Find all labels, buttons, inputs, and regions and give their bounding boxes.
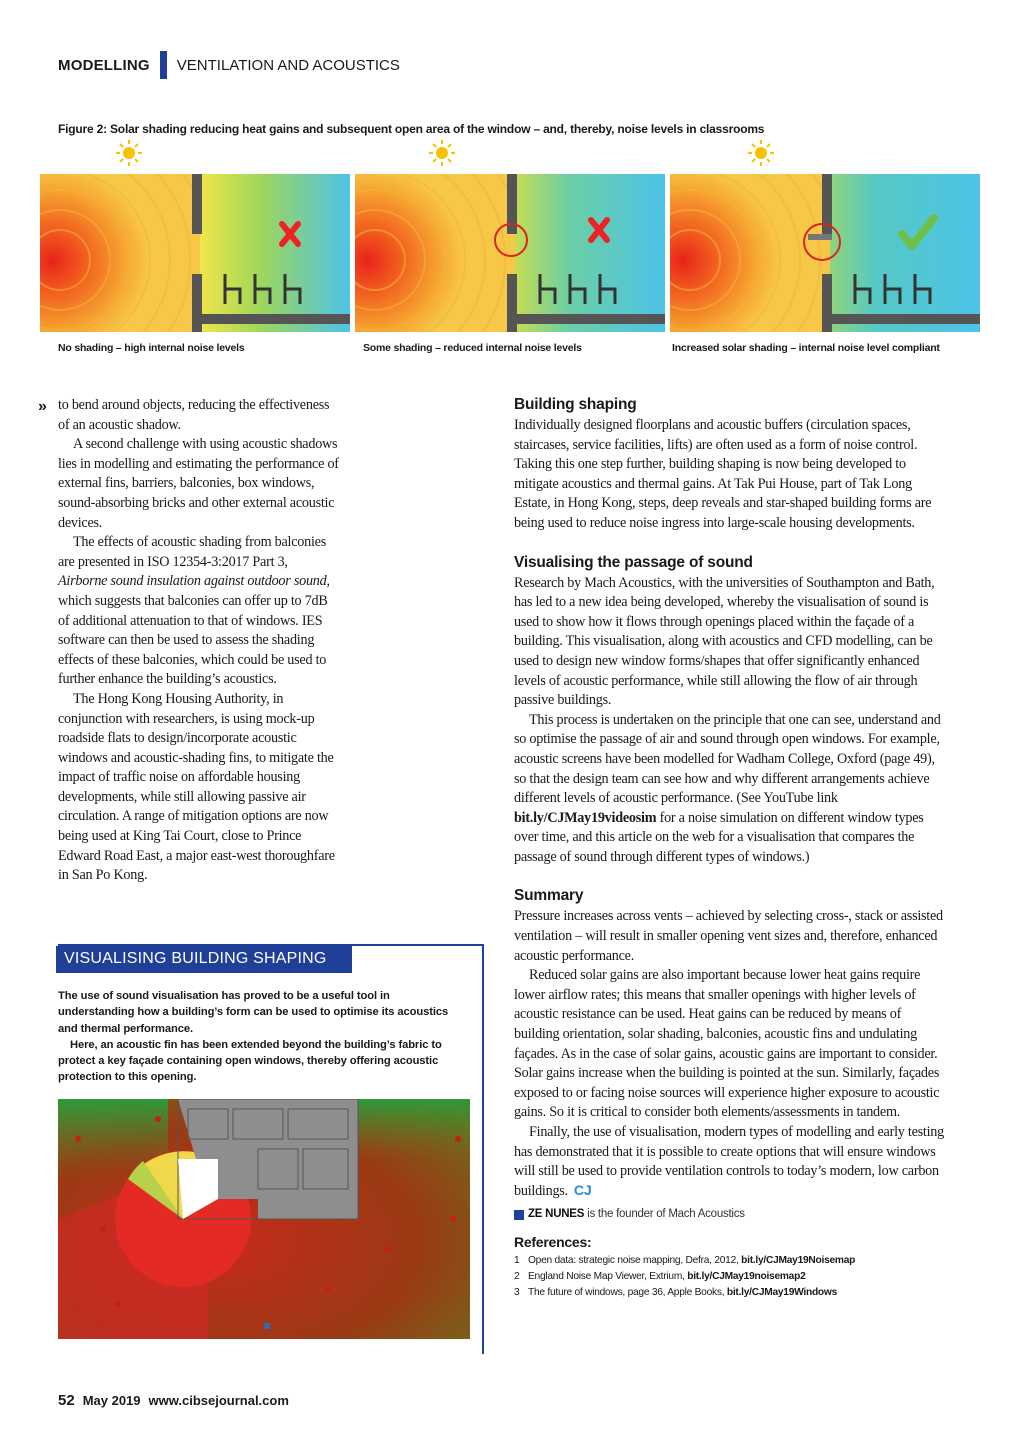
paragraph: This process is undertaken on the principle that one can see, understand and so optimise the passage of air and sound through open windows. For example, acoustic screens have been modelled for Wadham College, Oxford (page 49), so that the design team can see how and why different arrangements achieve different levels of acoustic performance. (See YouTube link bit.ly/CJMay19videosim for a noise simulation on different window types over time, and this article on the web for a visualisation that compares the passage of sound through different types of windows.) bbox=[514, 711, 941, 865]
noise-simulation bbox=[670, 174, 980, 332]
sidebar-box bbox=[58, 944, 484, 1354]
figure-panel-2 bbox=[355, 140, 665, 338]
paragraph: Individually designed floorplans and acoustic buffers (circulation spaces, staircases, service facilities, lifts) are often used as a form of noise control. Taking this one step further, building shaping is now being developed to mitigate acoustics and thermal gains. At Tak Pui House, part of Tak Long Estate, in Hong Kong, steps, deep reveals and star-shaped building forms are being used to reduce noise ingress into large-scale housing developments. bbox=[514, 417, 932, 531]
reference-item: 1 Open data: strategic noise mapping, Defra, 2012, bit.ly/CJMay19Noisemap bbox=[514, 1254, 856, 1266]
reference-link[interactable]: bit.ly/CJMay19Windows bbox=[726, 1286, 837, 1298]
right-column bbox=[514, 394, 944, 1301]
reference-link[interactable]: bit.ly/CJMay19noisemap2 bbox=[687, 1270, 806, 1282]
reference-item: 2 England Noise Map Viewer, Extrium, bit.ly/CJMay19noisemap2 bbox=[514, 1270, 806, 1282]
paragraph: The Hong Kong Housing Authority, in conjunction with researchers, is using mock-up roadside flats to design/incorporate acoustic windows and acoustic-shading fins, to mitigate the impact of traffic noise on affordable housing developments, while still allowing passive air circulation. A range of mitigation options are now being used at King Tai Court, close to Prince Edward Road East, a major east-west thoroughfare in San Po Kong. bbox=[58, 690, 335, 884]
end-mark: CJ bbox=[573, 1182, 592, 1199]
header-title: VENTILATION AND ACOUSTICS bbox=[176, 56, 400, 74]
sun-icon bbox=[748, 140, 774, 166]
author-name: ZE NUNES bbox=[528, 1208, 585, 1221]
paragraph: Reduced solar gains are also important because lower heat gains require lower airflow rates; this means that smaller openings with higher levels of acoustic resistance can be used. Heat gains can be reduced by means of building orientation, solar shading, balconies, acoustic fins and undulating façades. As in the case of solar gains, acoustic gains are important to consider. Solar gains increase when the building is pointed at the sun. Similarly, façades exposed to or facing noise sources will experience higher exposure to acoustic gains. So it is critical to consider both elements/assessments in tandem. bbox=[514, 967, 940, 1121]
byline-marker bbox=[514, 1210, 524, 1220]
continuation-marker: » bbox=[38, 398, 47, 415]
left-column bbox=[58, 396, 340, 886]
figure-panel-1-label: No shading – high internal noise levels bbox=[58, 342, 245, 354]
issue-date: May 2019 bbox=[82, 1393, 141, 1408]
header-divider bbox=[160, 51, 167, 79]
paragraph: Pressure increases across vents – achieved by selecting cross-, stack or assisted ventilation – will result in smaller opening vent sizes and, therefore, enhanced acoustic performance. bbox=[514, 908, 943, 964]
paragraph: A second challenge with using acoustic shadows lies in modelling and estimating the performance of external fins, barriers, balconies, box windows, sound-absorbing bricks and other external acoustic devices. bbox=[58, 436, 339, 531]
subheading: Summary bbox=[514, 887, 584, 905]
paragraph: The effects of acoustic shading from balconies are presented in ISO 12354-3:2017 Part 3, Airborne sound insulation against outdoor sound, which suggests that balconies can offer up to 7dB of additional attenuation to that of windows. IES software can then be used to assess the shading effects of these balconies, which could be used to further enhance the building’s acoustics. bbox=[58, 534, 330, 688]
reference-item: 3 The future of windows, page 36, Apple Books, bit.ly/CJMay19Windows bbox=[514, 1286, 837, 1298]
page-number: 52 bbox=[58, 1392, 75, 1409]
figure-panel-3 bbox=[670, 140, 980, 338]
sun-icon bbox=[116, 140, 142, 166]
sidebar-title: VISUALISING BUILDING SHAPING bbox=[56, 946, 352, 973]
figure-caption: Figure 2: Solar shading reducing heat gains and subsequent open area of the window – and, thereby, noise levels in classrooms bbox=[58, 122, 765, 136]
subheading: Visualising the passage of sound bbox=[514, 553, 753, 571]
author-byline bbox=[514, 1205, 944, 1225]
author-description: is the founder of Mach Acoustics bbox=[587, 1208, 745, 1221]
paragraph: to bend around objects, reducing the effectiveness of an acoustic shadow. bbox=[58, 397, 330, 433]
reference-link[interactable]: bit.ly/CJMay19Noisemap bbox=[741, 1254, 856, 1266]
page-footer bbox=[58, 1392, 289, 1409]
paragraph: Finally, the use of visualisation, modern types of modelling and early testing has demonstrated that it is possible to create options that will ensure windows will still be used to provide ventilation controls to today’s modern, low carbon buildings. CJ bbox=[514, 1124, 944, 1199]
figure-panel-1 bbox=[40, 140, 350, 338]
references-title: References: bbox=[514, 1233, 592, 1250]
sun-icon bbox=[429, 140, 455, 166]
subheading: Building shaping bbox=[514, 396, 637, 413]
noise-simulation bbox=[40, 174, 350, 332]
sidebar-text bbox=[58, 988, 458, 1086]
paragraph: The use of sound visualisation has proved to be a useful tool in understanding how a building’s form can be used to optimise its acoustics and thermal performance. bbox=[58, 990, 449, 1035]
figure-panel-3-label: Increased solar shading – internal noise level compliant bbox=[672, 342, 940, 354]
paragraph: Research by Mach Acoustics, with the universities of Southampton and Bath, has led to a new idea being developed, whereby the visualisation of sound is used to show how it flows through openings placed within the façade of a building. This visualisation, along with acoustics and CFD modelling, can be used to design new window forms/shapes that offer significantly enhanced levels of acoustic performance, while still allowing the flow of air through passive buildings. bbox=[514, 574, 935, 709]
paragraph: Here, an acoustic fin has been extended beyond the building’s fabric to protect a key façade containing open windows, thereby offering acoustic protection to this opening. bbox=[58, 1038, 442, 1084]
page-header bbox=[58, 50, 400, 80]
section-label: MODELLING bbox=[58, 56, 150, 74]
building-shaping-visualisation bbox=[58, 1099, 470, 1339]
publication-title: Airborne sound insulation against outdoor sound bbox=[58, 573, 327, 590]
noise-simulation bbox=[355, 174, 665, 332]
video-link[interactable]: bit.ly/CJMay19videosim bbox=[514, 809, 657, 826]
figure-panel-2-label: Some shading – reduced internal noise levels bbox=[363, 342, 582, 354]
website-link[interactable]: www.cibsejournal.com bbox=[148, 1393, 289, 1408]
